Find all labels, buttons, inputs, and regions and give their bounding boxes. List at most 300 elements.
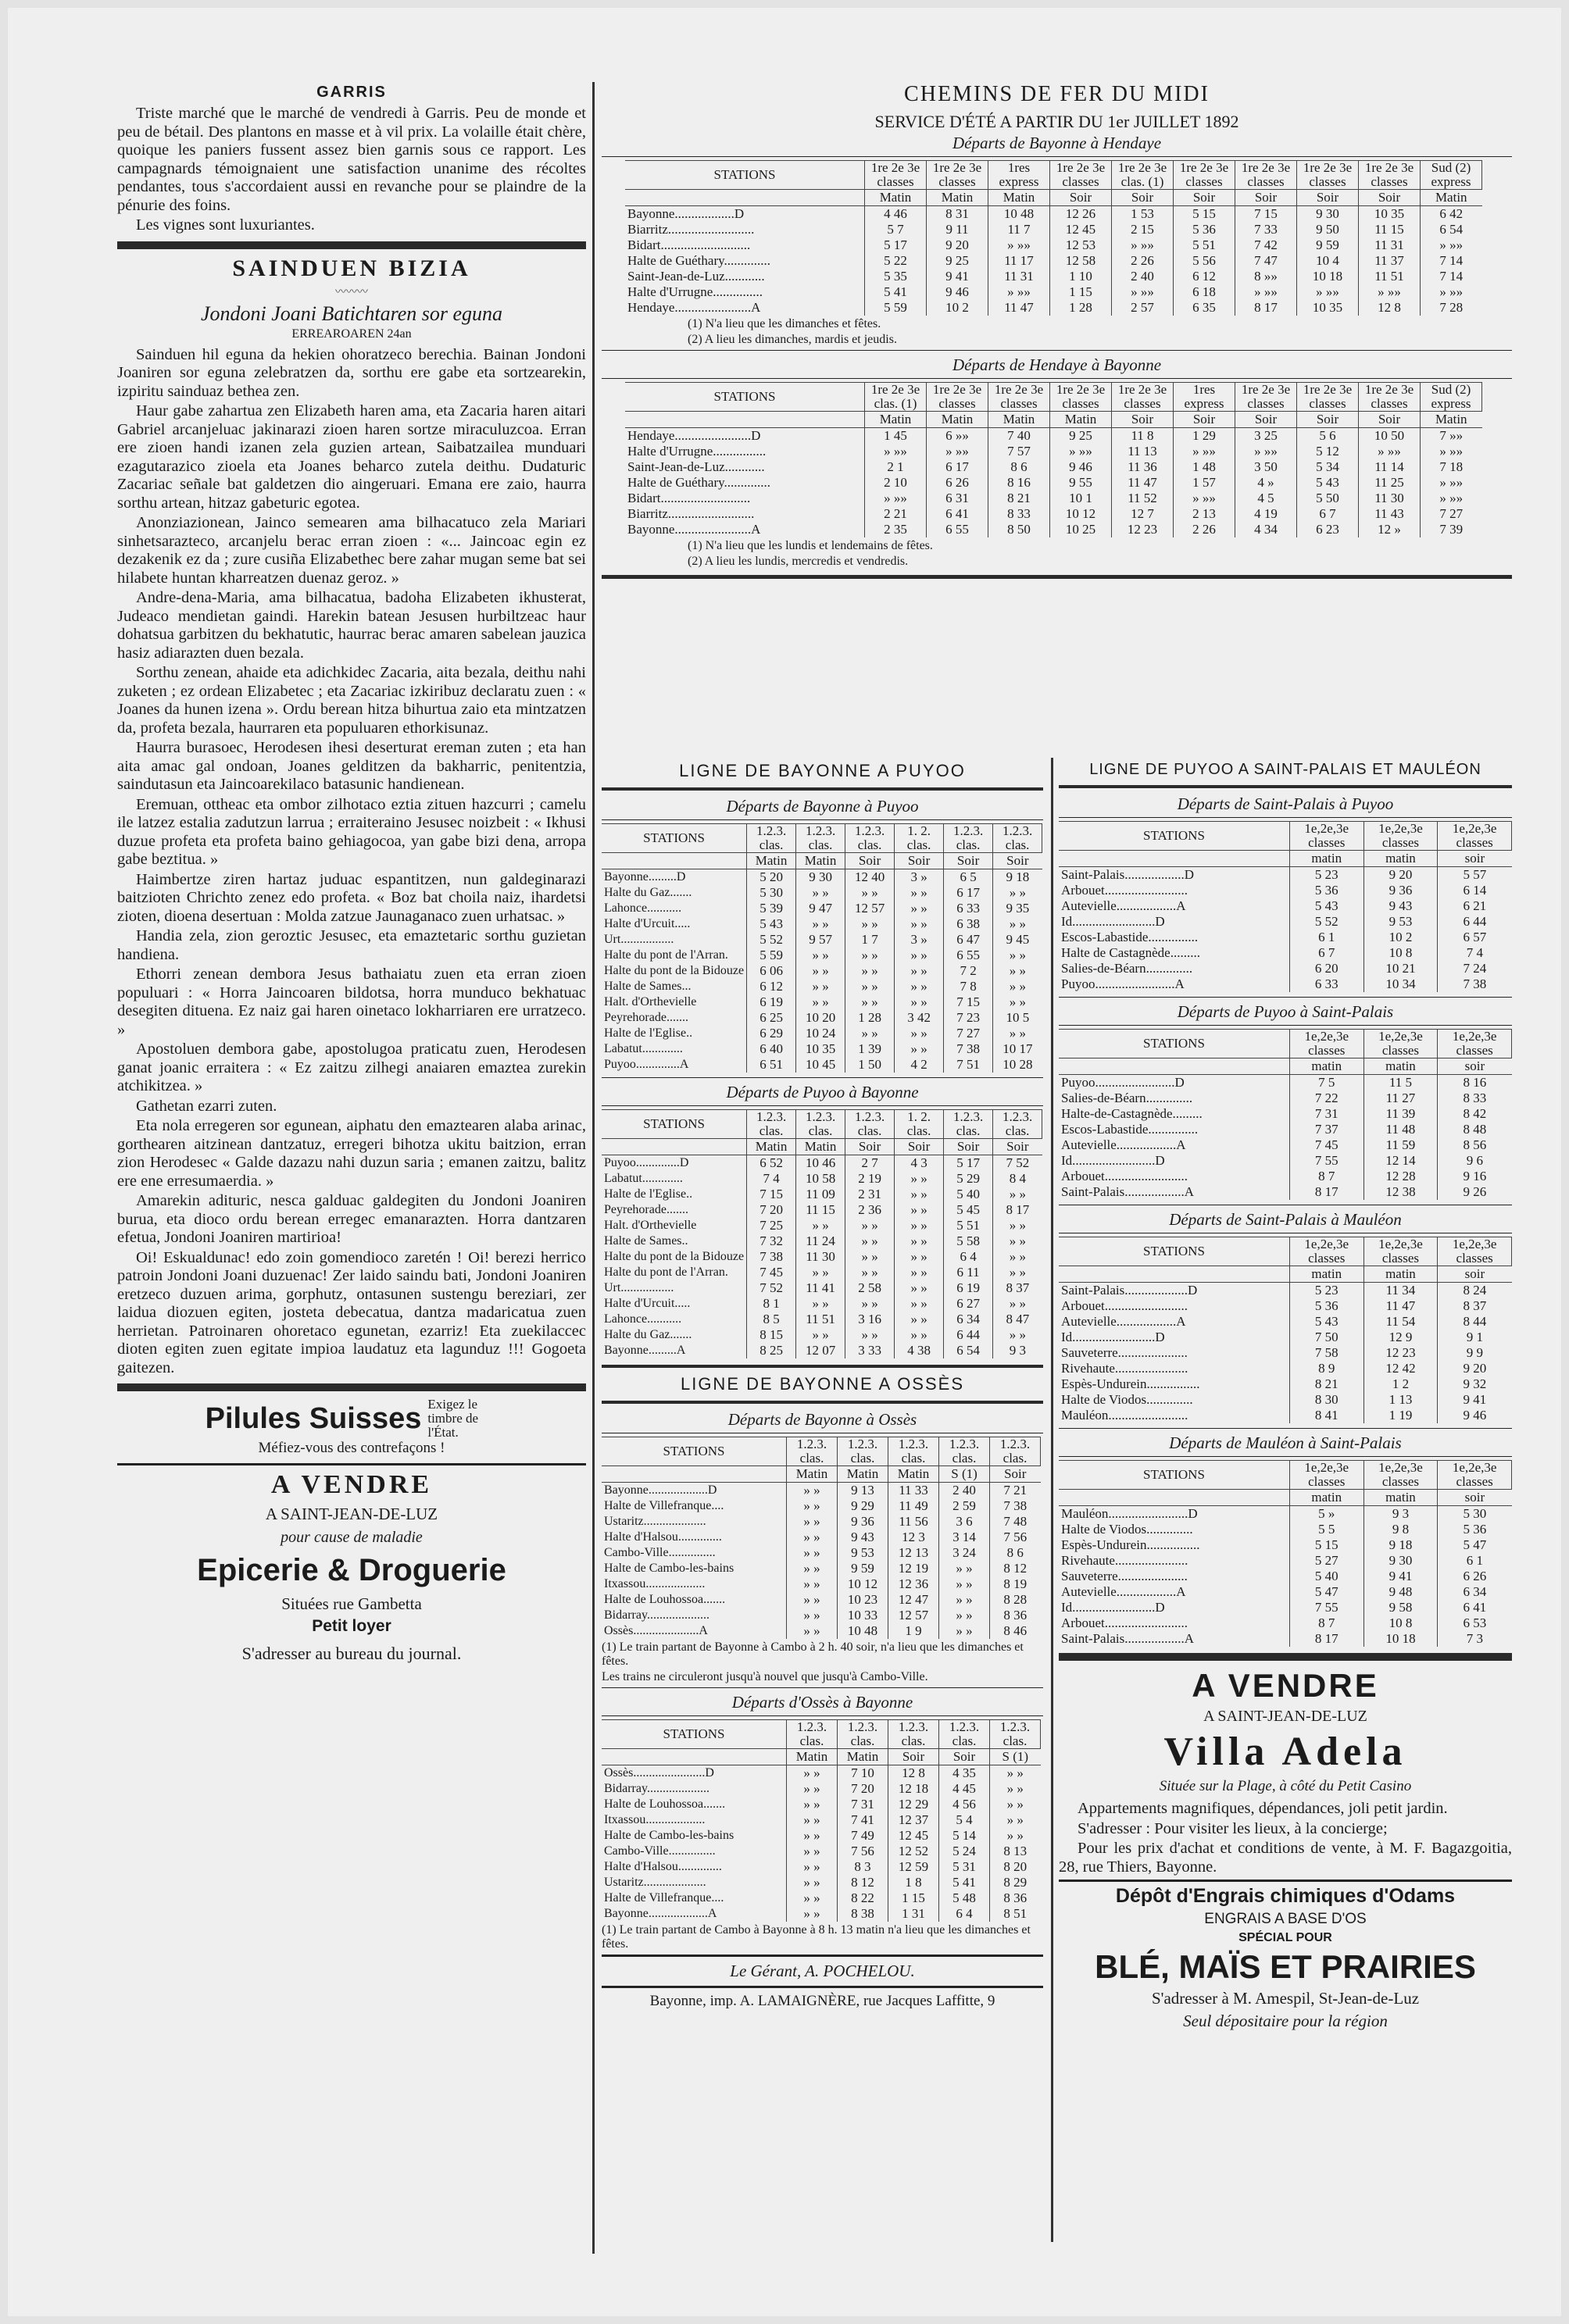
article-subtitle: Jondoni Joani Batichtaren sor eguna <box>200 302 503 325</box>
station-name: Puyoo........................A <box>1061 976 1185 991</box>
departure-time: » » <box>787 1623 838 1639</box>
departure-time: 10 58 <box>796 1171 845 1187</box>
station-name: Halte du Gaz....... <box>604 1328 692 1341</box>
departure-time: 6 17 <box>944 885 993 901</box>
time-period <box>1059 1058 1289 1075</box>
column-header: 1.2.3. clas. <box>845 824 895 853</box>
station-name: Sauveterre..................... <box>1061 1345 1188 1360</box>
o2-title: Départs d'Ossès à Bayonne <box>731 1693 913 1712</box>
middle-column <box>602 758 1043 2010</box>
table-row <box>602 994 1042 1010</box>
table-row <box>602 1576 1041 1592</box>
departure-time: 8 33 <box>1438 1091 1512 1106</box>
time-period: Soir <box>939 1749 990 1765</box>
bayonne-osses-table <box>602 1437 1041 1639</box>
departure-time: 7 55 <box>1289 1153 1363 1169</box>
departure-time: 1 39 <box>845 1041 895 1057</box>
departure-time: 1 28 <box>1050 300 1112 316</box>
departure-time: 8 7 <box>1289 1615 1363 1631</box>
departure-time: 7 31 <box>838 1797 888 1812</box>
departure-time: 6 11 <box>944 1265 993 1280</box>
pilules-side: Exigez le timbre de l'État. <box>427 1397 479 1440</box>
departure-time: 6 44 <box>944 1327 993 1343</box>
departure-time: 7 38 <box>944 1041 993 1057</box>
departure-time: 8 36 <box>990 1608 1041 1623</box>
villa-price: Pour les prix d'achat et conditions de vente, à M. F. Bagazgoitia, 28, rue Thiers, Bayonne. <box>1059 1840 1512 1876</box>
departure-time: 6 35 <box>1174 300 1235 316</box>
departure-time: 8 22 <box>838 1890 888 1906</box>
departure-time: 11 17 <box>988 253 1050 269</box>
departure-time: 1 9 <box>888 1623 939 1639</box>
departure-time: 6 4 <box>939 1906 990 1922</box>
time-period: Soir <box>1050 190 1112 206</box>
departure-time: 12 23 <box>1363 1345 1438 1361</box>
departure-time: 3 24 <box>939 1545 990 1561</box>
divider <box>1059 997 1512 998</box>
table-row <box>625 506 1482 522</box>
departure-time: » » <box>895 916 944 932</box>
departure-time: 10 45 <box>796 1057 845 1073</box>
departure-time: 10 18 <box>1363 1631 1438 1647</box>
departure-time: » »» <box>1421 491 1482 506</box>
pilules-ad <box>117 1398 586 1440</box>
departure-time: 9 46 <box>1050 459 1112 475</box>
column-header: 1re 2e 3e classes <box>1359 161 1421 190</box>
station-name: Bidarray.................... <box>604 1608 709 1622</box>
departure-time: 8 56 <box>1438 1137 1512 1153</box>
departure-time: » » <box>895 885 944 901</box>
time-period: Matin <box>1421 412 1482 428</box>
departure-time: 9 59 <box>1297 237 1359 253</box>
engrais-crops: BLÉ, MAÏS ET PRAIRIES <box>1095 1948 1476 1985</box>
departure-time: 9 41 <box>1363 1569 1438 1584</box>
departure-time: 11 52 <box>1112 491 1174 506</box>
column-header: 1res express <box>988 161 1050 190</box>
departure-time: 2 21 <box>865 506 927 522</box>
departure-time: 9 20 <box>1438 1361 1512 1376</box>
table-row <box>625 300 1482 316</box>
departure-time: 8 37 <box>1438 1298 1512 1314</box>
time-period: S (1) <box>990 1749 1041 1765</box>
time-period <box>602 1466 787 1483</box>
departure-time: » » <box>845 1249 895 1265</box>
time-period: Matin <box>747 853 796 869</box>
time-period: Soir <box>895 853 944 869</box>
time-period: Matin <box>838 1466 888 1483</box>
departure-time: 2 35 <box>865 522 927 537</box>
departure-time: 8 12 <box>990 1561 1041 1576</box>
time-period <box>602 1749 787 1765</box>
departure-time: » » <box>895 1296 944 1312</box>
article-body <box>117 346 586 1378</box>
departure-time: » » <box>845 1233 895 1249</box>
column-header: 1.2.3. clas. <box>796 1110 845 1139</box>
departure-time: 8 6 <box>990 1545 1041 1561</box>
departure-time: 7 28 <box>1421 300 1482 316</box>
column-header: 1.2.3. clas. <box>747 824 796 853</box>
departure-time: » »» <box>1235 444 1297 459</box>
article-paragraph: Amarekin adituric, nesca galduac galdegiten du Jondoni Joaniren burua, eta dioco ordu berean erregec emanarazten. Horra dantzaren efetua, Jondoni Joaniren martirioa! <box>117 1192 586 1246</box>
departure-time: 9 30 <box>1363 1553 1438 1569</box>
time-period: Matin <box>1050 412 1112 428</box>
timetable-top <box>602 82 1512 585</box>
departure-time: 6 55 <box>927 522 988 537</box>
station-name: Halte d'Urrugne................ <box>627 444 767 459</box>
column-header: Sud (2) express <box>1421 383 1482 412</box>
departure-time: » » <box>939 1623 990 1639</box>
departure-time: » » <box>796 1218 845 1233</box>
departure-time: 8 16 <box>1438 1075 1512 1091</box>
station-name: Autevielle..................A <box>1061 1137 1186 1152</box>
departure-time: » » <box>993 916 1042 932</box>
departure-time: 6 52 <box>747 1155 796 1172</box>
departure-time: 7 51 <box>944 1057 993 1073</box>
puyoo-stpalais-table <box>1059 1029 1512 1200</box>
o1-title: Départs de Bayonne à Ossès <box>727 1410 917 1429</box>
time-period: Matin <box>787 1749 838 1765</box>
departure-time: 5 47 <box>1289 1584 1363 1600</box>
column-header: STATIONS <box>1059 1030 1289 1058</box>
departure-time: » » <box>787 1483 838 1499</box>
departure-time: 10 12 <box>1050 506 1112 522</box>
departure-time: 9 20 <box>1363 867 1438 884</box>
departure-time: » » <box>895 1171 944 1187</box>
puyoo-title: LIGNE DE BAYONNE A PUYOO <box>679 761 966 780</box>
table-row <box>602 1812 1041 1828</box>
time-period: matin <box>1363 1058 1438 1075</box>
departure-time: 8 24 <box>1438 1283 1512 1299</box>
time-period: Matin <box>865 190 927 206</box>
departure-time: 10 4 <box>1297 253 1359 269</box>
departure-time: 8 5 <box>747 1312 796 1327</box>
table-row <box>1059 1522 1512 1537</box>
departure-time: 9 57 <box>796 932 845 948</box>
column-header: 1re 2e 3e clas. (1) <box>1112 161 1174 190</box>
article-paragraph: Anonziazionean, Jainco semearen ama bilhacatuco zela Mariari sinhetsarazteco, arcanjelu berac erran zioen : «... Jaincoac egin ez dezakenik ez da ; zure cusiña Elizabethec bere zahar mugan seme bat sei hilabete huntan kharreatzen duenaz geroz. » <box>117 514 586 587</box>
time-period: Matin <box>796 853 845 869</box>
departure-time: 7 15 <box>1235 206 1297 223</box>
time-period <box>625 412 865 428</box>
station-name: Halte du pont de la Bidouze <box>604 1250 745 1263</box>
divider <box>602 156 1512 157</box>
table-row <box>1059 1075 1512 1091</box>
column-header: 1e,2e,3e classes <box>1363 1237 1438 1266</box>
footnote: (1) N'a lieu que les lundis et lendemains de fêtes. <box>688 539 933 552</box>
table-row <box>602 1608 1041 1623</box>
table-row <box>602 1041 1042 1057</box>
m2-title: Départs de Puyoo à Saint-Palais <box>1177 1002 1394 1021</box>
departure-time: 6 12 <box>747 979 796 994</box>
departure-time: 6 42 <box>1421 206 1482 223</box>
departure-time: 5 58 <box>944 1233 993 1249</box>
departure-time: 8 29 <box>990 1875 1041 1890</box>
departure-time: 5 47 <box>1438 1537 1512 1553</box>
departure-time: 5 51 <box>1174 237 1235 253</box>
station-name: Halte de Louhossoa....... <box>604 1593 726 1606</box>
departure-time: 2 57 <box>1112 300 1174 316</box>
time-period: Matin <box>865 412 927 428</box>
departure-time: 6 33 <box>1289 976 1363 992</box>
divider <box>602 1105 1043 1106</box>
t1-notes <box>688 317 1512 347</box>
departure-time: 12 8 <box>888 1765 939 1782</box>
departure-time: » » <box>787 1797 838 1812</box>
departure-time: 11 30 <box>796 1249 845 1265</box>
station-name: Biarritz.......................... <box>627 506 755 521</box>
departure-time: 6 31 <box>927 491 988 506</box>
departure-time: 7 52 <box>993 1155 1042 1172</box>
departure-time: » » <box>787 1844 838 1859</box>
departure-time: 12 » <box>1359 522 1421 537</box>
departure-time: » » <box>845 885 895 901</box>
departure-time: 8 16 <box>988 475 1050 491</box>
departure-time: 1 48 <box>1174 459 1235 475</box>
departure-time: 5 20 <box>747 869 796 886</box>
departure-time: 10 35 <box>796 1041 845 1057</box>
departure-time: 10 50 <box>1359 428 1421 444</box>
departure-time: 7 20 <box>747 1202 796 1218</box>
departure-time: 5 15 <box>1174 206 1235 223</box>
station-name: Bayonne.........A <box>604 1344 686 1357</box>
column-rule <box>1051 758 1053 2242</box>
departure-time: » » <box>787 1781 838 1797</box>
divider <box>602 1077 1043 1078</box>
table-row <box>602 901 1042 916</box>
departure-time: 6 26 <box>927 475 988 491</box>
table-row <box>602 1906 1041 1922</box>
departure-time: 2 13 <box>1174 506 1235 522</box>
departure-time: » » <box>990 1797 1041 1812</box>
station-name: Halte de l'Eglise.. <box>604 1026 693 1040</box>
table-row <box>1059 945 1512 961</box>
time-period: Matin <box>1421 190 1482 206</box>
table-row <box>625 206 1482 223</box>
time-period: Soir <box>1359 412 1421 428</box>
article-paragraph: Sainduen hil eguna da hekien ohoratzeco berechia. Bainan Jondoni Joaniren sor eguna zelebratzen da, sorthu ere gabe eta sortzearekin, izpiritu sainduaz bethea zen. <box>117 345 586 400</box>
departure-time: 5 27 <box>1289 1553 1363 1569</box>
departure-time: 8 31 <box>927 206 988 223</box>
station-name: Autevielle..................A <box>1061 1314 1186 1329</box>
departure-time: 7 42 <box>1235 237 1297 253</box>
departure-time: » » <box>845 1218 895 1233</box>
time-period: Matin <box>927 190 988 206</box>
time-period: matin <box>1363 1490 1438 1506</box>
time-period: soir <box>1438 1266 1512 1283</box>
column-header: 1re 2e 3e classes <box>1050 161 1112 190</box>
departure-time: 9 47 <box>796 901 845 916</box>
departure-time: 9 25 <box>1050 428 1112 444</box>
station-name: Ossès.......................D <box>604 1766 714 1780</box>
villa-name: Villa Adela <box>1163 1730 1407 1774</box>
garris-text-2: Les vignes sont luxuriantes. <box>136 216 315 234</box>
departure-time: 8 17 <box>1289 1631 1363 1647</box>
departure-time: 10 23 <box>838 1592 888 1608</box>
departure-time: 8 38 <box>838 1906 888 1922</box>
shop-contact: S'adresser au bureau du journal. <box>241 1644 462 1663</box>
departure-time: » » <box>993 979 1042 994</box>
departure-time: 12 7 <box>1112 506 1174 522</box>
departure-time: » » <box>787 1576 838 1592</box>
table-row <box>602 1202 1042 1218</box>
station-name: Hendaye.......................A <box>627 300 761 315</box>
column-header: 1re 2e 3e classes <box>988 383 1050 412</box>
table-row <box>602 1592 1041 1608</box>
departure-time: » »» <box>988 284 1050 300</box>
departure-time: 2 1 <box>865 459 927 475</box>
table-row <box>602 1859 1041 1875</box>
table-row <box>602 1343 1042 1358</box>
time-period: Soir <box>1112 412 1174 428</box>
column-header: STATIONS <box>625 383 865 412</box>
footnote: (2) A lieu les dimanches, mardis et jeudis. <box>688 333 897 346</box>
table-row <box>602 1545 1041 1561</box>
station-name: Saint-Palais..................A <box>1061 1631 1194 1646</box>
column-header: 1e,2e,3e classes <box>1289 1461 1363 1490</box>
departure-time: 5 43 <box>1289 1314 1363 1330</box>
divider <box>602 819 1043 820</box>
departure-time: » » <box>796 979 845 994</box>
t2-title: Départs de Hendaye à Bayonne <box>952 355 1162 374</box>
departure-time: 11 47 <box>1112 475 1174 491</box>
column-header: Sud (2) express <box>1421 161 1482 190</box>
departure-time: 8 42 <box>1438 1106 1512 1122</box>
departure-time: » » <box>939 1608 990 1623</box>
table-row <box>1059 1091 1512 1106</box>
table-row <box>602 963 1042 979</box>
table-row <box>602 932 1042 948</box>
column-header: 1.2.3. clas. <box>888 1437 939 1466</box>
time-period: matin <box>1289 1490 1363 1506</box>
departure-time: 9 9 <box>1438 1345 1512 1361</box>
departure-time: » »» <box>1050 444 1112 459</box>
departure-time: 12 18 <box>888 1781 939 1797</box>
departure-time: » » <box>895 1218 944 1233</box>
column-header: 1. 2. clas. <box>895 824 944 853</box>
o2-notes <box>602 1923 1043 1951</box>
divider <box>117 1383 586 1391</box>
departure-time: » » <box>993 1296 1042 1312</box>
departure-time: 7 10 <box>838 1765 888 1782</box>
departure-time: 6 25 <box>747 1010 796 1026</box>
column-header: 1re 2e 3e classes <box>1297 161 1359 190</box>
divider <box>602 1955 1043 1957</box>
table-row <box>602 1623 1041 1639</box>
divider <box>602 1401 1043 1404</box>
departure-time: 5 24 <box>939 1844 990 1859</box>
departure-time: » » <box>993 1249 1042 1265</box>
time-period <box>1059 1266 1289 1283</box>
departure-time: 1 45 <box>865 428 927 444</box>
departure-time: 11 39 <box>1363 1106 1438 1122</box>
departure-time: 9 48 <box>1363 1584 1438 1600</box>
departure-time: 1 8 <box>888 1875 939 1890</box>
table-row <box>602 1218 1042 1233</box>
departure-time: 5 39 <box>747 901 796 916</box>
departure-time: 7 48 <box>990 1514 1041 1530</box>
time-period: S (1) <box>939 1466 990 1483</box>
departure-time: 8 36 <box>990 1890 1041 1906</box>
departure-time: 5 45 <box>944 1202 993 1218</box>
table-row <box>1059 1283 1512 1299</box>
departure-time: » » <box>990 1765 1041 1782</box>
departure-time: » » <box>990 1828 1041 1844</box>
departure-time: 12 29 <box>888 1797 939 1812</box>
station-name: Lahonce........... <box>604 1312 682 1326</box>
pilules-title: Pilules Suisses <box>205 1401 422 1435</box>
a-vendre-title-right: A VENDRE <box>1192 1667 1379 1704</box>
table-row <box>602 1296 1042 1312</box>
station-name: Ustaritz.................... <box>604 1876 706 1889</box>
departure-time: 7 32 <box>747 1233 796 1249</box>
column-header: STATIONS <box>1059 1461 1289 1490</box>
departure-time: 7 27 <box>944 1026 993 1041</box>
table-row <box>1059 1345 1512 1361</box>
departure-time: 7 50 <box>1289 1330 1363 1345</box>
departure-time: 8 44 <box>1438 1314 1512 1330</box>
departure-time: 7 31 <box>1289 1106 1363 1122</box>
station-name: Mauléon........................ <box>1061 1408 1188 1423</box>
time-period: Soir <box>1297 412 1359 428</box>
departure-time: 9 45 <box>993 932 1042 948</box>
osses-bayonne-table <box>602 1719 1041 1922</box>
departure-time: 8 7 <box>1289 1169 1363 1184</box>
departure-time: 7 5 <box>1289 1075 1363 1091</box>
departure-time: » » <box>939 1561 990 1576</box>
a-vendre-cause: pour cause de maladie <box>281 1529 423 1546</box>
departure-time: 5 5 <box>1289 1522 1363 1537</box>
table-row <box>1059 1106 1512 1122</box>
departure-time: » » <box>895 1041 944 1057</box>
departure-time: 9 55 <box>1050 475 1112 491</box>
engrais-contact: S'adresser à M. Amespil, St-Jean-de-Luz <box>1151 1989 1420 2008</box>
table-row <box>602 979 1042 994</box>
station-name: Arbouet......................... <box>1061 1615 1188 1630</box>
table-row <box>1059 883 1512 898</box>
departure-time: 11 8 <box>1112 428 1174 444</box>
departure-time: 1 53 <box>1112 206 1174 223</box>
departure-time: 10 35 <box>1297 300 1359 316</box>
time-period: Matin <box>787 1466 838 1483</box>
time-period: Soir <box>895 1139 944 1155</box>
table-row <box>1059 976 1512 992</box>
departure-time: 7 2 <box>944 963 993 979</box>
departure-time: 5 40 <box>944 1187 993 1202</box>
footnote: (1) N'a lieu que les dimanches et fêtes. <box>688 317 881 330</box>
departure-time: 2 26 <box>1112 253 1174 269</box>
column-header: 1.2.3. clas. <box>796 824 845 853</box>
station-name: Labatut............. <box>604 1172 683 1185</box>
departure-time: 5 41 <box>939 1875 990 1890</box>
departure-time: 9 36 <box>1363 883 1438 898</box>
departure-time: 6 12 <box>1174 269 1235 284</box>
departure-time: » »» <box>927 444 988 459</box>
departure-time: 7 24 <box>1438 961 1512 976</box>
table-row <box>625 269 1482 284</box>
departure-time: 7 38 <box>747 1249 796 1265</box>
footnote: (1) Le train partant de Bayonne à Cambo à 2 h. 40 soir, n'a lieu que les dimanches et fêtes. <box>602 1640 1024 1668</box>
departure-time: 11 30 <box>1359 491 1421 506</box>
time-period: Soir <box>1174 190 1235 206</box>
table-row <box>1059 1408 1512 1423</box>
departure-time: » » <box>895 1280 944 1296</box>
departure-time: 7 14 <box>1421 269 1482 284</box>
station-name: Halte de Cambo-les-bains <box>604 1829 734 1842</box>
departure-time: 11 41 <box>796 1280 845 1296</box>
departure-time: » »» <box>1174 444 1235 459</box>
departure-time: 12 28 <box>1363 1169 1438 1184</box>
departure-time: 7 47 <box>1235 253 1297 269</box>
time-period: Matin <box>988 412 1050 428</box>
